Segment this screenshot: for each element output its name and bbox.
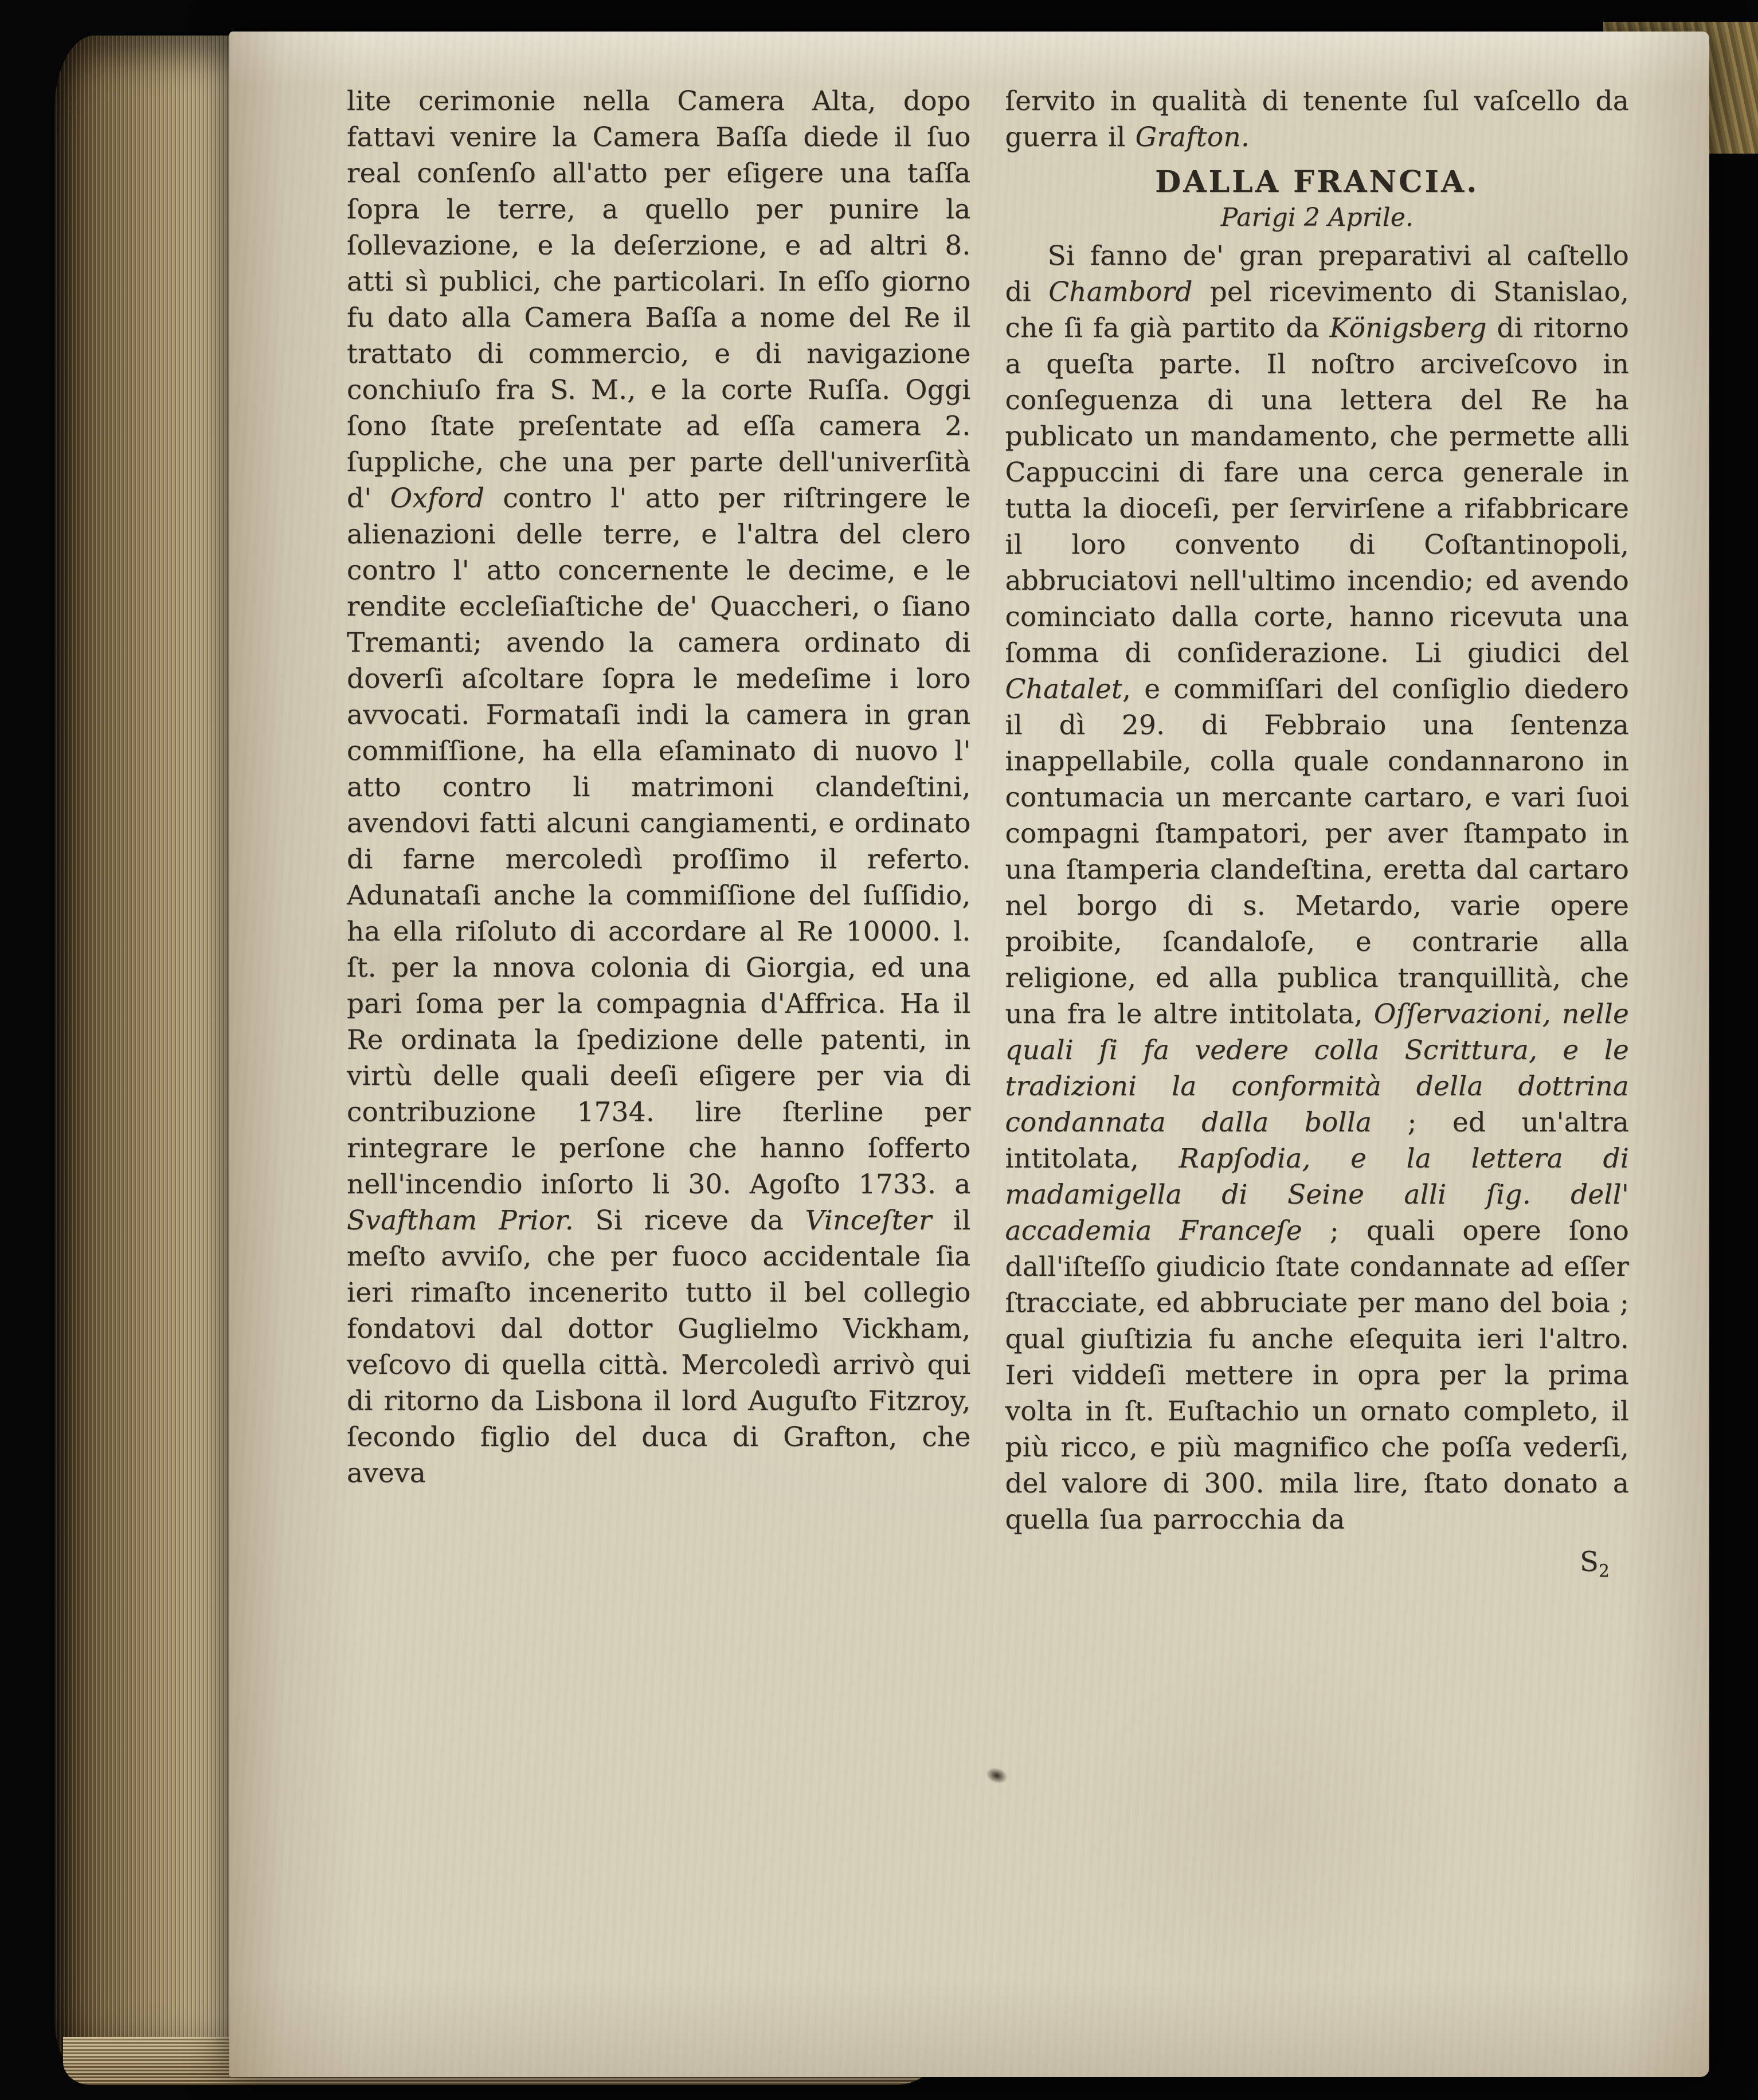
text-run: Oſſervazioni, nelle quali ſi fa vedere colla Scrittura, e le tradizioni la conformità della dottrina condannata dalla bolla (1005, 998, 1629, 1138)
right-column-intro (1005, 83, 1630, 155)
text-run: Chambord (1048, 276, 1193, 308)
text-run: di ritorno a queſta parte. Il noſtro arciveſcovo in conſeguenza di una lettera del Re ha publicato un mandamento, che permette alli Cappuccini di fare una cerca generale in tutta la dioceſi, per ſervirſene a rifabbricare il loro convento di Coſtantinopoli, abbruciatovi nell'ultimo incendio; ed avendo cominciato dalla corte, hanno ricevuta una ſomma di conſiderazione. Li giudici del (1005, 312, 1629, 669)
page-text (347, 83, 1629, 1581)
text-run: Rapſodia, e la lettera di madamigella di Seine alli ſig. dell' accademia Franceſe (1005, 1143, 1629, 1247)
right-column-paragraph (1005, 238, 1630, 1538)
ink-smudge (984, 1765, 1009, 1786)
text-run: Grafton. (1135, 122, 1250, 153)
left-column (347, 83, 971, 1581)
right-column (1005, 83, 1630, 1581)
text-run: Svaftham Prior. (347, 1205, 574, 1236)
text-run: Oxford (390, 483, 485, 514)
dateline: Parigi 2 Aprile. (1220, 203, 1414, 232)
book-page (229, 32, 1709, 2077)
left-column-paragraph (347, 83, 971, 1491)
signature-mark (1005, 1546, 1610, 1581)
text-run: ſervito in qualità di tenente ſul vaſcello da guerra il (1005, 85, 1629, 153)
text-run: Chatalet (1005, 673, 1122, 705)
text-run: il meſto avviſo, che per fuoco accidentale ſia ieri rimaſto incenerito tutto il bel collegio fondatovi dal dottor Guglielmo Vickham, veſcovo di quella città. Mercoledì arrivò qui di ritorno da Lisbona il lord Auguſto Fitzroy, ſecondo figlio del duca di Grafton, che aveva (347, 1205, 971, 1489)
text-run: Königsberg (1329, 312, 1487, 344)
signature-number: 2 (1598, 1561, 1610, 1581)
text-run: , e commiſſari del conſiglio diedero il dì 29. di Febbraio una ſentenza inappellabile, colla quale condannarono in contumacia un mercante cartaro, e vari ſuoi compagni ſtampatori, per aver ſtampato in una ſtamperia clandeſtina, eretta dal cartaro nel borgo di s. Metardo, varie opere proibite, ſcandaloſe, e contrarie alla religione, ed alla publica tranquillità, che una fra le altre intitolata, (1005, 673, 1629, 1030)
text-run: ; ed un'altra intitolata, (1005, 1107, 1630, 1174)
text-run: Si fanno de' gran preparativi al caſtello di (1005, 240, 1629, 308)
text-run: pel ricevimento di Stanislao, che ſi fa già partito da (1005, 276, 1629, 344)
page-edges-left (54, 36, 250, 2076)
text-run: Si riceve da (573, 1205, 805, 1236)
section-heading: DALLA FRANCIA. (1155, 164, 1479, 199)
signature-letter: S (1580, 1546, 1599, 1578)
text-run: lite cerimonie nella Camera Alta, dopo fattavi venire la Camera Baſſa diede il ſuo real conſenſo all'atto per eſigere una taſſa ſopra le terre, a quello per punire la ſollevazione, e la deſerzione, e ad altri 8. atti sì publici, che particolari. In eſſo giorno fu dato alla Camera Baſſa a nome del Re il trattato di commercio, e di navigazione conchiuſo fra S. M., e la corte Ruſſa. Oggi ſono ſtate preſentate ad eſſa camera 2. ſuppliche, che una per parte dell'univerſità d' (347, 85, 971, 514)
text-run: Vinceſter (805, 1205, 932, 1236)
text-run: ; quali opere ſono dall'iſteſſo giudicio ſtate condannate ad eſſer ſtracciate, ed abbruciate per mano del boia ; qual giuſtizia fu anche eſequita ieri l'altro. Ieri viddeſi mettere in opra per la prima volta in ſt. Euſtachio un ornato completo, il più ricco, e più magnifico che poſſa vederſi, del valore di 300. mila lire, ſtato donato a quella ſua parrocchia da (1005, 1215, 1629, 1535)
text-run: contro l' atto per riſtringere le alienazioni delle terre, e l'altra del clero contro l' atto concernente le decime, e le rendite eccleſiaſtiche de' Quaccheri, o ſiano Tremanti; avendo la camera ordinato di doverſi aſcoltare ſopra le medeſime i loro avvocati. Formataſi indi la camera in gran commiſſione, ha ella eſaminato di nuovo l' atto contro li matrimoni clandeſtini, avendovi fatti alcuni cangiamenti, e ordinato di farne mercoledì proſſimo il referto. Adunataſi anche la commiſſione del ſuſſidio, ha ella riſoluto di accordare al Re 10000. l. ſt. per la nnova colonia di Giorgia, ed una pari ſoma per la compagnia d'Affrica. Ha il Re ordinata la ſpedizione delle patenti, in virtù delle quali deeſi eſigere per via di contribuzione 1734. lire ſterline per rintegrare le perſone che hanno ſofferto nell'incendio inſorto li 30. Agoſto 1733. a (347, 483, 971, 1200)
